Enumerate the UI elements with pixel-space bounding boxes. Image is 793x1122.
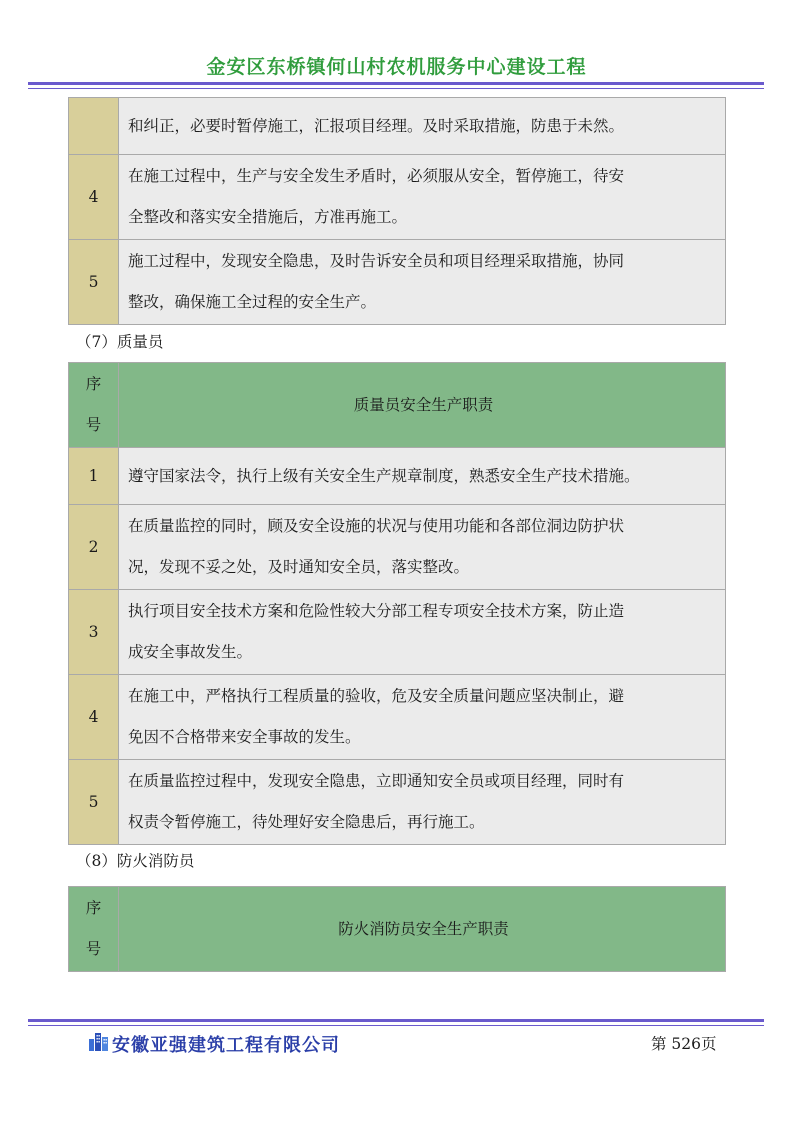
table-header-row [69,363,726,448]
row-text: 和纠正，必要时暂停施工，汇报项目经理。及时采取措施，防患于未然。 [119,98,726,155]
row-text-line: 在质量监控的同时，顾及安全设施的状况与使用功能和各部位洞边防护状 [128,517,625,535]
table-row [69,98,726,155]
row-text [119,590,726,675]
section-title-quality-inspector: （7）质量员 [76,333,164,351]
row-number: 4 [69,155,119,240]
table-row [69,448,726,505]
row-text-line: 成安全事故发生。 [128,643,253,661]
header-title: 防火消防员安全生产职责 [119,887,726,972]
row-text-line: 权责令暂停施工，待处理好安全隐患后，再行施工。 [128,813,485,831]
row-text-line: 免因不合格带来安全事故的发生。 [128,728,361,746]
footer-rule-thin [28,1025,764,1026]
table-row [69,590,726,675]
header-char: 序 [85,899,102,917]
row-number: 4 [69,675,119,760]
row-text-line: 在施工中，严格执行工程质量的验收，危及安全质量问题应坚决制止，避 [128,687,625,705]
duty-table-quality-inspector [68,362,726,845]
row-text-line: 在质量监控过程中，发现安全隐患，立即通知安全员或项目经理，同时有 [128,772,625,790]
duty-table-fire-officer [68,886,726,972]
building-logo-icon [88,1030,110,1052]
row-text [119,240,726,325]
row-text-line: 全整改和落实安全措施后，方准再施工。 [128,208,408,226]
row-number: 5 [69,240,119,325]
row-text-line: 施工过程中，发现安全隐患，及时告诉安全员和项目经理采取措施，协同 [128,252,625,270]
header-rule-thick [28,82,764,85]
row-number: 5 [69,760,119,845]
row-text-line: 整改，确保施工全过程的安全生产。 [128,293,377,311]
row-number [69,98,119,155]
header-char: 序 [85,375,102,393]
row-text [119,675,726,760]
table-row [69,155,726,240]
row-text-line: 在施工过程中，生产与安全发生矛盾时，必须服从安全，暂停施工，待安 [128,167,625,185]
header-char: 号 [85,940,102,958]
row-number: 1 [69,448,119,505]
table-row [69,675,726,760]
row-text [119,505,726,590]
table-row [69,760,726,845]
row-number: 2 [69,505,119,590]
document-header-title: 金安区东桥镇何山村农机服务中心建设工程 [206,56,587,78]
row-text [119,155,726,240]
row-text [119,760,726,845]
header-number-label [69,887,119,972]
row-text-line: 执行项目安全技术方案和危险性较大分部工程专项安全技术方案，防止造 [128,602,625,620]
table-header-row [69,887,726,972]
section-title-fire-officer: （8）防火消防员 [76,852,195,870]
header-rule-thin [28,88,764,89]
page-number: 第 526页 [651,1035,717,1053]
table-row [69,505,726,590]
row-text-line: 况，发现不妥之处，及时通知安全员，落实整改。 [128,558,470,576]
header-number-label [69,363,119,448]
footer-rule-thick [28,1019,764,1022]
header-title: 质量员安全生产职责 [119,363,726,448]
row-number: 3 [69,590,119,675]
footer-company-name: 安徽亚强建筑工程有限公司 [112,1035,340,1056]
duty-table-continued [68,97,726,325]
header-char: 号 [85,416,102,434]
row-text: 遵守国家法令，执行上级有关安全生产规章制度，熟悉安全生产技术措施。 [119,448,726,505]
table-row [69,240,726,325]
